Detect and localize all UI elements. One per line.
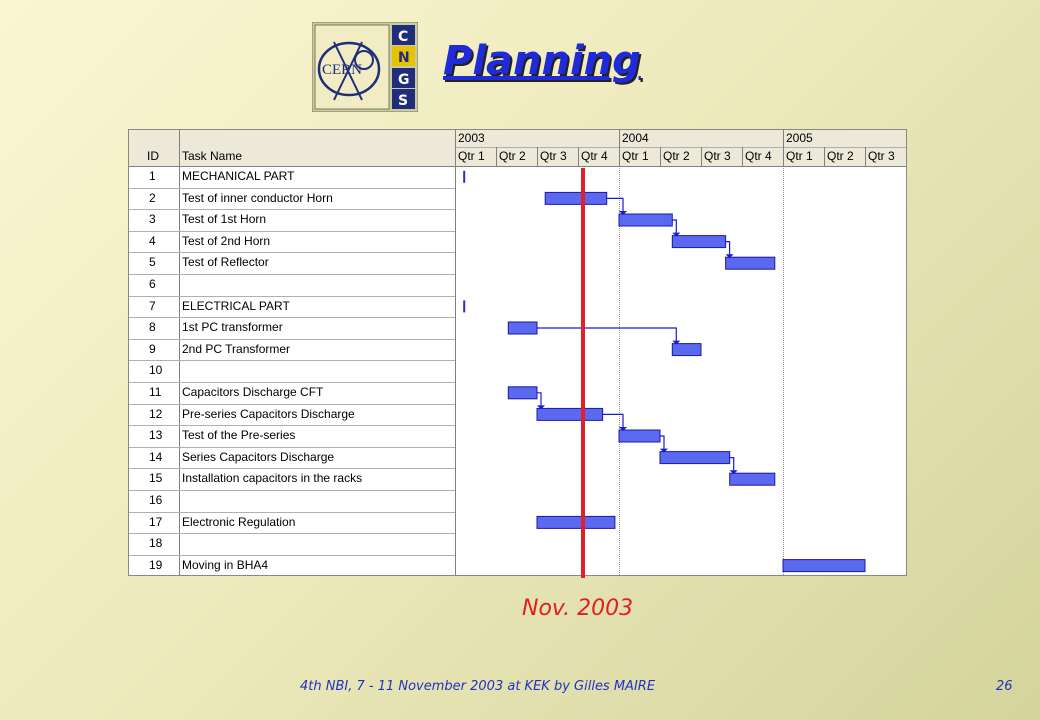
- logo-letter-n: N: [398, 50, 410, 66]
- summary-marker: [463, 300, 465, 312]
- logo-letter-s: S: [398, 93, 409, 109]
- row-id: 1: [149, 169, 156, 183]
- header-quarter: Qtr 3: [540, 149, 567, 163]
- row-id: 12: [149, 406, 163, 421]
- row-id: 13: [149, 428, 163, 443]
- row-task-name: ELECTRICAL PART: [182, 298, 290, 313]
- row-id: 7: [149, 298, 156, 313]
- task-bar[interactable]: [508, 387, 537, 399]
- header-quarter: Qtr 3: [704, 149, 731, 163]
- dependency-link: [607, 198, 623, 212]
- task-bar[interactable]: [726, 257, 775, 269]
- task-bar[interactable]: [672, 236, 725, 248]
- row-task-name: Capacitors Discharge CFT: [182, 385, 324, 399]
- header-quarter: Qtr 1: [622, 149, 649, 163]
- header-quarter: Qtr 3: [868, 149, 895, 163]
- current-date-marker: [581, 168, 585, 578]
- page-number: 26: [996, 679, 1013, 694]
- row-id: 14: [149, 449, 163, 464]
- summary-marker: [463, 171, 465, 183]
- logo-cern-text: CERN: [322, 62, 363, 78]
- header-year: 2005: [786, 131, 813, 145]
- header-year: 2004: [622, 131, 649, 145]
- row-task-name: Series Capacitors Discharge: [182, 449, 335, 464]
- task-bar[interactable]: [783, 560, 865, 572]
- dependency-link: [537, 393, 541, 407]
- dependency-link: [660, 436, 664, 450]
- header-quarter: Qtr 2: [663, 149, 690, 163]
- header-task-name: Task Name: [182, 149, 243, 163]
- row-id: 18: [149, 536, 163, 551]
- dependency-link: [537, 328, 676, 342]
- row-id: 9: [149, 341, 156, 356]
- header-quarter: Qtr 4: [581, 149, 608, 163]
- row-id: 6: [149, 277, 156, 291]
- row-id: 10: [149, 363, 163, 378]
- task-bar[interactable]: [537, 516, 615, 528]
- dependency-link: [730, 458, 734, 472]
- row-id: 4: [149, 233, 156, 248]
- task-bar[interactable]: [730, 473, 775, 485]
- row-id: 2: [149, 190, 156, 205]
- row-task-name: Test of Reflector: [182, 255, 269, 270]
- header-quarter: Qtr 1: [786, 149, 813, 163]
- row-task-name: Test of 2nd Horn: [182, 233, 271, 248]
- row-task-name: Test of the Pre-series: [182, 428, 296, 443]
- header-quarter: Qtr 2: [827, 149, 854, 163]
- row-task-name: 2nd PC Transformer: [182, 341, 291, 356]
- dependency-link: [672, 220, 676, 234]
- row-task-name: Installation capacitors in the racks: [182, 471, 363, 486]
- row-task-name: 1st PC transformer: [182, 320, 283, 335]
- task-bar[interactable]: [545, 192, 607, 204]
- row-id: 17: [149, 514, 163, 529]
- logo-letter-g: G: [398, 72, 410, 88]
- task-bar[interactable]: [619, 214, 672, 226]
- row-task-name: Test of 1st Horn: [182, 212, 267, 227]
- header-quarter: Qtr 1: [458, 149, 485, 163]
- cern-cngs-logo: [312, 22, 418, 112]
- header-id: ID: [147, 149, 159, 163]
- slide-title: Planning: [443, 38, 641, 84]
- task-bar[interactable]: [537, 408, 603, 420]
- row-id: 8: [149, 320, 156, 335]
- row-id: 15: [149, 471, 163, 486]
- dependency-link: [726, 242, 730, 256]
- footer-text: 4th NBI, 7 - 11 November 2003 at KEK by Gilles MAIRE: [300, 679, 656, 694]
- row-task-name: Electronic Regulation: [182, 514, 296, 529]
- task-bar[interactable]: [672, 344, 701, 356]
- row-task-name: Pre-series Capacitors Discharge: [182, 406, 355, 421]
- task-bar[interactable]: [508, 322, 537, 334]
- row-task-name: Moving in BHA4: [182, 557, 269, 572]
- header-quarter: Qtr 4: [745, 149, 772, 163]
- row-id: 5: [149, 255, 156, 270]
- gantt-bars-layer: [129, 130, 907, 576]
- dependency-link: [603, 414, 623, 428]
- header-quarter: Qtr 2: [499, 149, 526, 163]
- row-id: 11: [149, 385, 162, 399]
- header-year: 2003: [458, 131, 485, 145]
- row-id: 16: [149, 493, 163, 507]
- task-bar[interactable]: [660, 452, 730, 464]
- row-id: 3: [149, 212, 156, 227]
- row-id: 19: [149, 557, 163, 572]
- row-task-name: MECHANICAL PART: [182, 169, 295, 183]
- task-bar[interactable]: [619, 430, 660, 442]
- marker-label: Nov. 2003: [522, 596, 634, 621]
- logo-letter-c: C: [398, 29, 409, 45]
- gantt-chart: [128, 129, 907, 576]
- row-task-name: Test of inner conductor Horn: [182, 190, 333, 205]
